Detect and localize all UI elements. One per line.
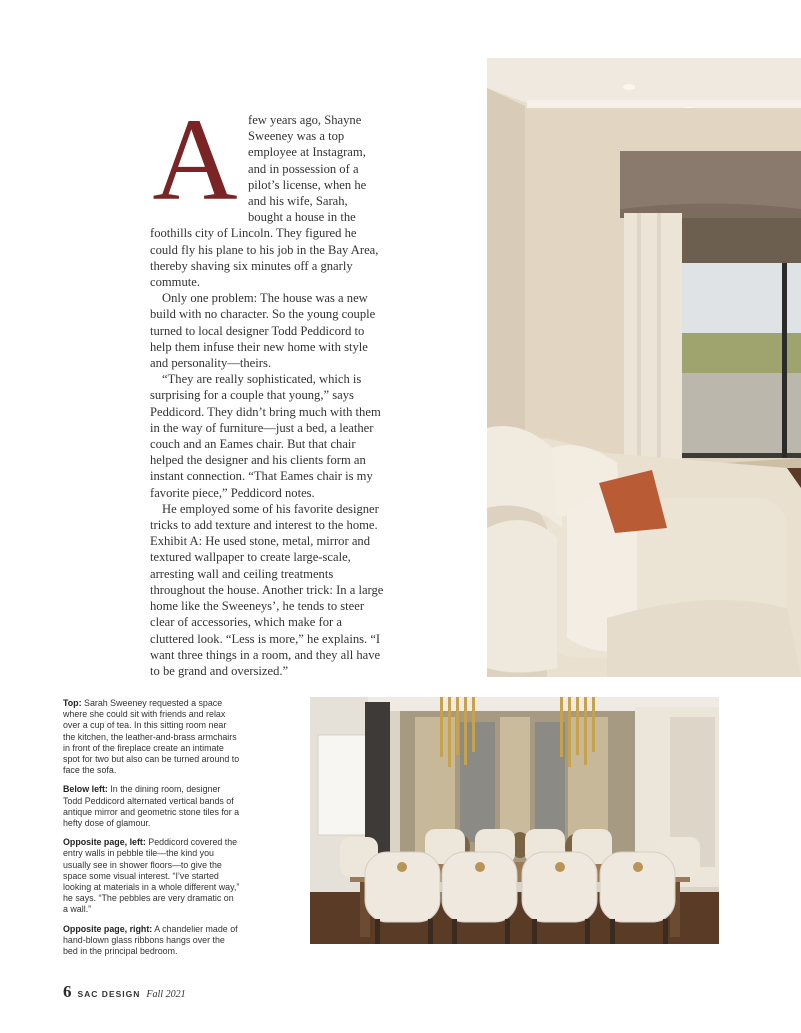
article-paragraph: few years ago, Shayne Sweeney was a top employee at Instagram, and in possession of a pilot’s license, when he and his wife, Sarah, bought a house in the foothills city of Lincoln. They figured he could fly his plane to his job in the Bay Area, thereby shaving six minutes off a gnarly commute. — [150, 113, 379, 290]
page-footer — [63, 982, 186, 1002]
caption-label: Top: — [63, 698, 82, 708]
caption-text: Peddicord covered the entry walls in pebble tile—the kind you usually see in shower floors—to give the space some visual interest. “I’ve started looking at materials in a whole different way,” he says. “The pebbles are very dramatic on a wall.” — [63, 837, 240, 915]
issue-label: Fall 2021 — [146, 989, 186, 1000]
caption-text: In the dining room, designer Todd Peddicord alternated vertical bands of antique mirror and geometric stone tiles for a hefty dose of glamour. — [63, 784, 240, 829]
magazine-name: SAC DESIGN — [77, 989, 141, 999]
caption-text: A chandelier made of hand-blown glass ribbons hangs over the bed in the principal bedroom. — [63, 923, 238, 957]
dining-room-photo — [310, 697, 719, 944]
caption-opposite-left — [63, 837, 241, 915]
page-number: 6 — [63, 982, 72, 1001]
sitting-room-illustration — [487, 58, 801, 677]
article-body — [150, 94, 384, 679]
caption-top — [63, 698, 241, 776]
sitting-room-photo — [487, 58, 801, 677]
caption-text: Sarah Sweeney requested a space where she could sit with friends and relax over a cup of tea. In this sitting room near the kitchen, the leather-and-brass armchairs in front of the fireplace create an intimate spot for two but also can be turned around to face the sofa. — [63, 698, 240, 776]
dining-room-illustration — [310, 697, 719, 944]
caption-below-left — [63, 784, 241, 829]
article-paragraph: “They are really sophisticated, which is surprising for a couple that young,” says Peddicord. They didn’t bring much with them in the way of furniture—just a bed, a leather couch and an Eames chair. But that chair helped the designer and his clients form an instant connection. “That Eames chair is my favorite piece,” Peddicord notes. — [150, 372, 381, 500]
caption-opposite-right — [63, 924, 241, 958]
article-paragraph: He employed some of his favorite designer tricks to add texture and interest to the home. Exhibit A: He used stone, metal, mirror and textured wallpaper to create large-scale, arresting wall and ceiling treatments throughout the house. Another trick: In a large home like the Sweeneys’, he tends to steer clear of accessories, which make for a cluttered look. “Less is more,” he explains. “I want three things in a room, and they all have to be grand and oversized.” — [150, 501, 384, 678]
drop-cap: A — [152, 94, 238, 225]
caption-label: Opposite page, right: — [63, 923, 153, 934]
photo-captions — [63, 698, 241, 965]
caption-label: Opposite page, left: — [63, 837, 146, 848]
caption-label: Below left: — [63, 784, 108, 795]
article-paragraph: Only one problem: The house was a new build with no character. So the young couple turned to local designer Todd Peddicord to help them infuse their new home with style and personality—theirs. — [150, 291, 376, 371]
